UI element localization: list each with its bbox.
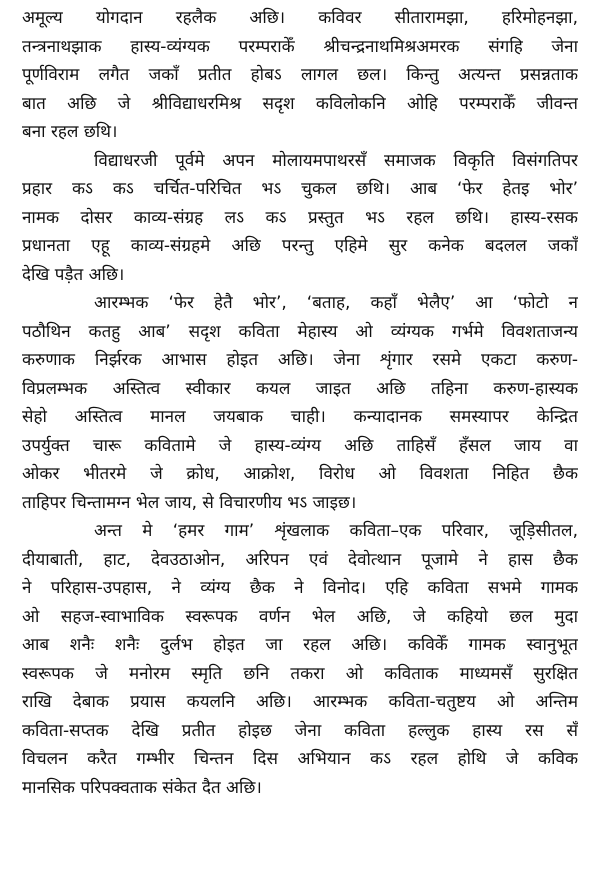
paragraph-2 [22,147,578,290]
text-line: ओ सहज-स्वाभाविक स्वरूपक वर्णन भेल अछि, जे कहियो छल मुदा [22,606,578,627]
text-line: प्रहार कऽ कऽ चर्चित-परिचित भऽ चुकल छथि। आब ‘फेर हेतइ भोर’ [22,179,578,199]
text-line: स्वरूपक जे मनोरम स्मृति छनि तकरा ओ कविताक माध्यमसँ सुरक्षित [22,663,578,684]
text-line: बना रहल छथि। [22,122,118,142]
paragraph-4 [22,517,578,802]
text-line: ताहिपर चिन्तामग्न भेल जाय, से विचारणीय भऽ जाइछ। [22,492,357,513]
text-line: उपर्युक्त चारू कवितामे जे हास्य-व्यंग्य अछि ताहिसँ हँसल जाय वा [22,435,578,456]
text-line: सेहो अस्तित्व मानल जयबाक चाही। कन्यादानक समस्यापर केन्द्रित [22,407,578,427]
text-line: प्रधानता एहू काव्य-संग्रहमे अछि परन्तु एहिमे सुर कनेक बदलल जकाँ [22,236,578,256]
text-line: नामक दोसर काव्य-संग्रह लऽ कऽ प्रस्तुत भऽ रहल छथि। हास्य-रसक [22,207,578,228]
text-line: देखि पड़ैत अछि। [22,264,125,285]
text-line: पूर्णविराम लगैत जकाँ प्रतीत होबऽ लागल छल। किन्तु अत्यन्त प्रसन्नताक [22,65,578,85]
text-line: आरम्भक ‘फेर हेतै भोर’, ‘बताह, कहाँ भेलैए’ आ ‘फोटो न [94,293,578,313]
text-line: राखि देबाक प्रयास कयलनि अछि। आरम्भक कविता-चतुष्टय ओ अन्तिम [22,692,578,712]
text-line: विचलन करैत गम्भीर चिन्तन दिस अभियान कऽ रहल होथि जे कविक [22,749,578,769]
text-line: तन्त्रनाथझाक हास्य-व्यंग्यक परम्पराकेँ श्रीचन्द्रनाथमिश्रअमरक संगहि जेना [22,36,578,57]
text-line: अन्त मे ‘हमर गाम’ शृंखलाक कविता–एक परिवार, जूड़िसीतल, [94,521,578,541]
text-line: कविता-सप्तक देखि प्रतीत होइछ जेना कविता हल्लुक हास्य रस सँ [22,720,578,741]
text-line: विप्रलम्भक अस्तित्व स्वीकार कयल जाइत अछि तहिना करुण-हास्यक [22,378,578,399]
text-line: पठौथिन कतहु आब’ सदृश कविता मेहास्य ओ व्यंग्यक गर्भमे विवशताजन्य [22,321,578,342]
text-line: दीयाबाती, हाट, देवउठाओन, अरिपन एवं देवोत्थान पूजामे ने हास छैक [22,549,578,570]
text-line: मानसिक परिपक्वताक संकेत दैत अछि। [22,777,262,798]
text-line: आब शनैः शनैः दुर्लभ होइत जा रहल अछि। कविकेँ गामक स्वानुभूत [22,635,578,655]
text-line: करुणाक निर्झरक आभास होइत अछि। जेना शृंगार रसमे एकटा करुण- [22,350,578,370]
text-line: अमूल्य योगदान रहलैक अछि। कविवर सीतारामझा, हरिमोहनझा, [22,8,578,28]
paragraph-1 [22,4,578,147]
text-line: विद्याधरजी पूर्वमे अपन मोलायमपाथरसँ समाजक विकृति विसंगतिपर [94,150,578,171]
paragraph-3 [22,289,578,517]
text-line: ओकर भीतरमे जे क्रोध, आक्रोश, विरोध ओ विवशता निहित छैक [22,464,578,484]
text-line: बात अछि जे श्रीविद्याधरमिश्र सदृश कविलोकनि ओहि परम्पराकेँ जीवन्त [22,93,578,114]
text-line: ने परिहास-उपहास, ने व्यंग्य छैक ने विनोद। एहि कविता सभमे गामक [22,578,578,598]
